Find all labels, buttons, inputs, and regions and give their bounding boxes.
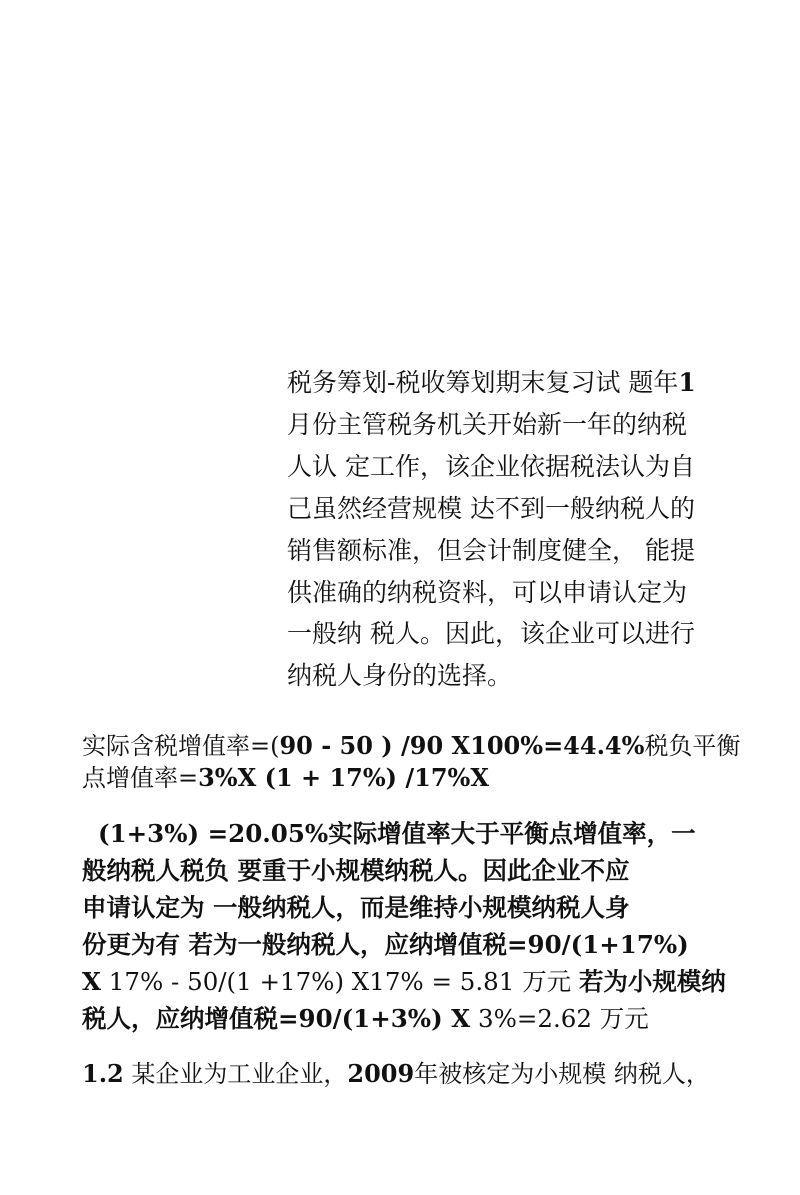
question-item <box>82 1058 772 1090</box>
paragraph-line: 般纳税人税负 要重于小规模纳税人。因此企业不应 <box>82 856 630 885</box>
question-number: 1.2 <box>82 1059 124 1088</box>
formula-block <box>82 730 742 794</box>
intro-line: 纳税人身份的选择。 <box>287 661 513 691</box>
paragraph-line: 税人，应纳增值税=90/(1+3%) X 3%=2.62 万元 <box>82 1004 649 1033</box>
intro-line: 己虽然经营规模 达不到一般纳税人的 <box>287 493 695 523</box>
paragraph-line: (1+3%) =20.05%实际增值率大于平衡点增值率，一 <box>98 819 696 848</box>
paragraph-line: 份更为有 若为一般纳税人，应纳增值税=90/(1+17%) <box>82 930 689 959</box>
intro-line: 月份主管税务机关开始新一年的纳税 <box>287 409 688 439</box>
analysis-paragraph <box>82 815 742 1037</box>
paragraph-line: 申请认定为 一般纳税人，而是维持小规模纳税人身 <box>82 893 630 922</box>
question-line: 1.2 某企业为工业企业，2009年被核定为小规模 纳税人， <box>82 1059 710 1088</box>
intro-number: 1 <box>678 368 696 397</box>
intro-line: 销售额标准，但会计制度健全， 能提 <box>287 535 695 565</box>
question-year: 2009 <box>347 1059 415 1088</box>
intro-line: 税务筹划-税收筹划期末复习试 题年1 <box>287 368 696 397</box>
intro-line: 人认 定工作，该企业依据税法认为自 <box>287 451 695 481</box>
formula-line: 实际含税增值率=(90 - 50 ) /90 X100%=44.4%税负平衡 <box>82 731 741 760</box>
paragraph-line: X 17% - 50/(1 +17%) X17% = 5.81 万元 若为小规模纳 <box>82 967 726 996</box>
formula-line: 点增值率=3%X (1 + 17%) /17%X <box>82 763 489 792</box>
intro-paragraph <box>287 362 727 697</box>
intro-line: 供准确的纳税资料，可以申请认定为 <box>287 577 688 607</box>
intro-line: 一般纳 税人。因此，该企业可以进行 <box>287 619 695 649</box>
